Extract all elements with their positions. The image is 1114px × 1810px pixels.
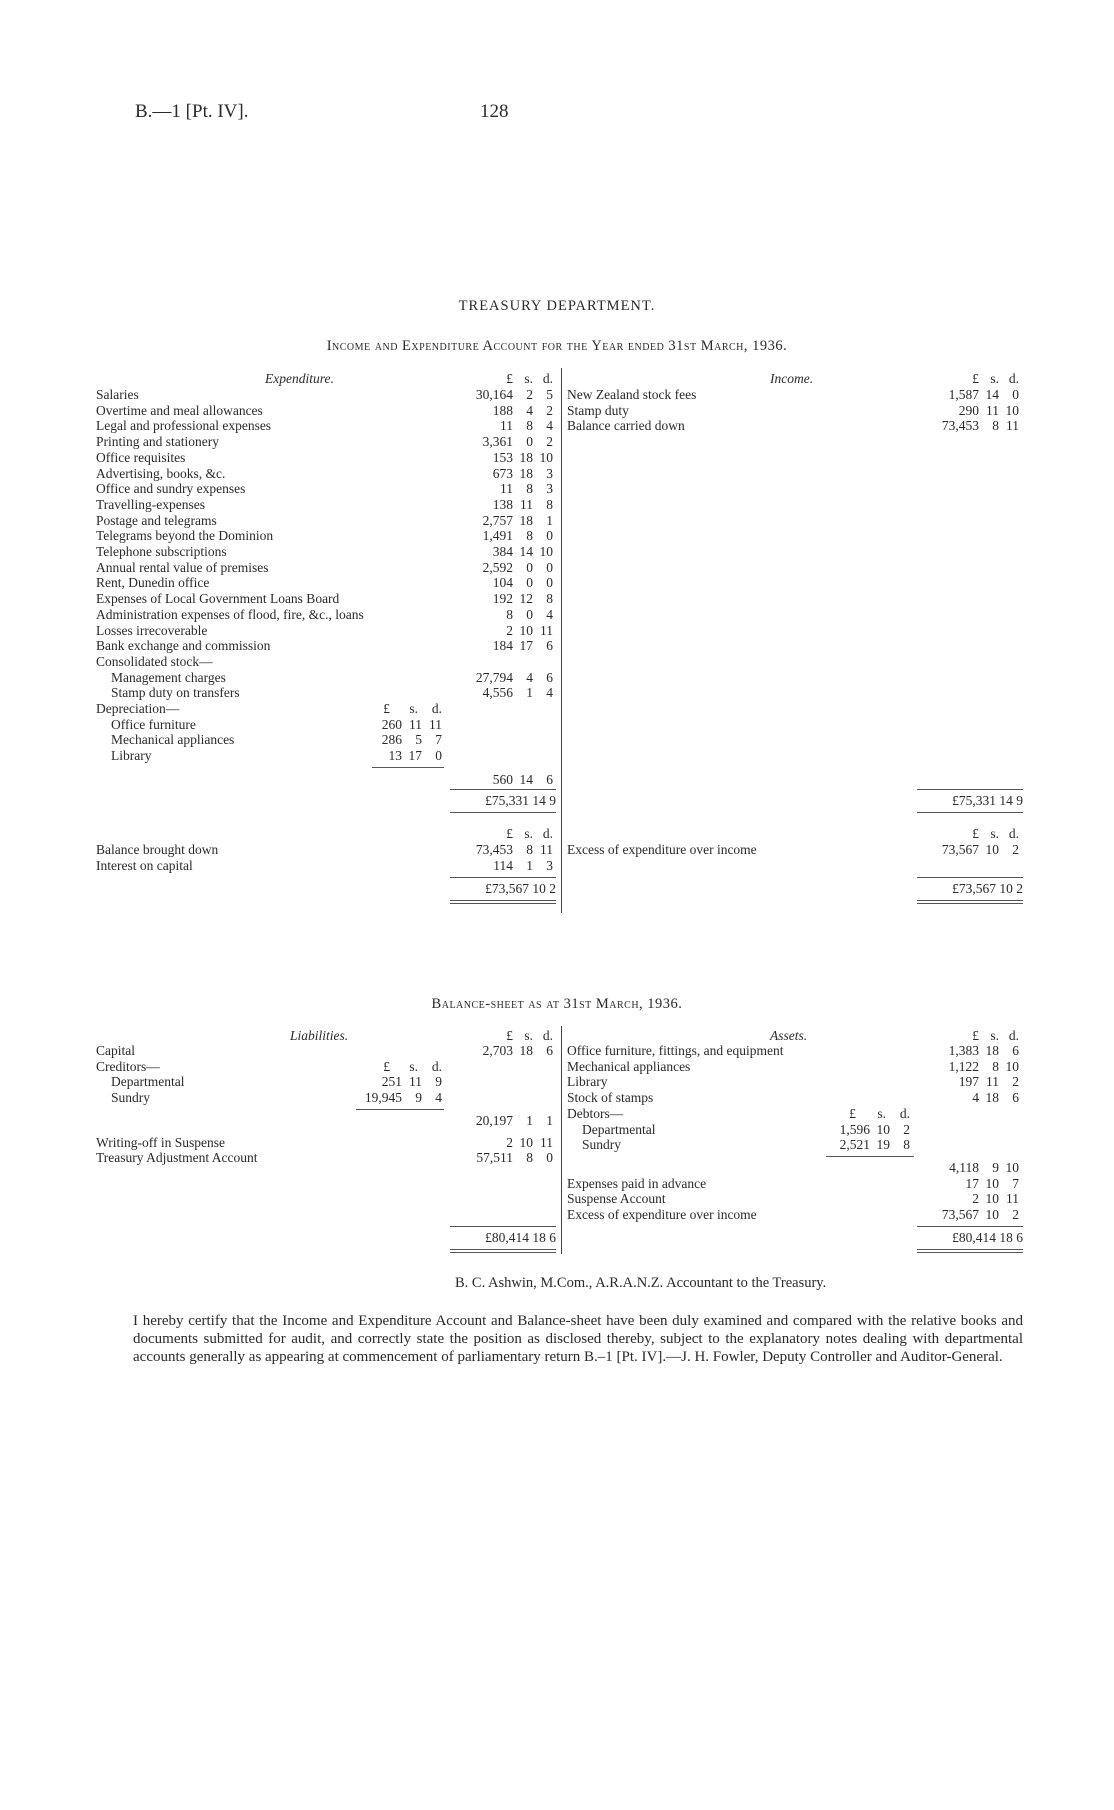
- asset-item-label: Office furniture, fittings, and equipment: [567, 1043, 784, 1058]
- liability-item-label: Writing-off in Suspense: [96, 1134, 225, 1150]
- income-item-shillings: 8: [992, 418, 999, 434]
- asset-other-item-shillings: 10: [985, 1207, 999, 1222]
- asset-other-item-shillings: 10: [985, 1175, 999, 1191]
- liabilities-pound-heading: £: [506, 1028, 513, 1043]
- liability-item-shillings: 10: [519, 1134, 533, 1150]
- creditor-item-pounds: 251: [381, 1074, 402, 1090]
- debtor-item-pounds: 1,596: [839, 1121, 870, 1137]
- depreciation-pound-heading: £: [383, 701, 390, 716]
- asset-other-item-pounds: 73,567: [941, 1207, 979, 1222]
- creditors-shilling-heading: s.: [409, 1058, 418, 1074]
- debtors-total-pence: 10: [1005, 1159, 1019, 1175]
- depreciation-item-shillings: 17: [408, 748, 422, 764]
- debtor-item-shillings: 19: [876, 1137, 890, 1153]
- income-total-rule-bottom: [917, 812, 1023, 813]
- asset-other-label: Suspense Account: [567, 1191, 666, 1207]
- expenditure-item-shillings: 0: [526, 559, 533, 575]
- depreciation-label: Depreciation—: [96, 701, 180, 716]
- expenditure-item-pence: 10: [539, 544, 553, 559]
- balance-brought-down-item-pounds: 114: [493, 857, 513, 873]
- debtor-item-label: Sundry: [582, 1137, 622, 1153]
- liabilities-total: £80,414 18 6: [485, 1230, 556, 1245]
- balance-divider: [561, 1026, 562, 1254]
- income-pence-heading: d.: [1008, 371, 1019, 386]
- expenditure-item-pounds: 11: [500, 481, 513, 497]
- audit-certificate: I hereby certify that the Income and Expenditure Account and Balance-sheet have been duly examined and compared with the relative books and documents submitted for audit, and correctly state the position as disclosed thereby, subject to the explanatory notes dealing with departmental accounts generally as appearing at commencement of parliamentary return B.–1 [Pt. IV].—J. H. Fowler, Deputy Controller and Auditor-General.: [133, 1313, 1023, 1365]
- expenditure-item-label: Losses irrecoverable: [96, 622, 208, 638]
- expenditure-total-rule-top: [450, 789, 556, 790]
- assets-total-rule-bottom: [917, 1249, 1023, 1250]
- liabilities-total-rule-top: [450, 1226, 556, 1227]
- expenditure-item-shillings: 12: [519, 591, 533, 607]
- debtor-item-shillings: 10: [876, 1121, 890, 1137]
- expenditure-item-label: Advertising, books, &c.: [96, 465, 226, 481]
- excess-pound-heading: £: [972, 826, 979, 841]
- asset-other-item-pence: 11: [1006, 1191, 1019, 1207]
- second-total-rule-bottom-right: [917, 900, 1023, 901]
- liability-item-shillings: 8: [526, 1150, 533, 1166]
- expenditure-item-pounds: 3,361: [482, 434, 513, 450]
- assets-shilling-heading: s.: [990, 1028, 999, 1043]
- assets-heading: Assets.: [770, 1028, 808, 1043]
- excess-label: Excess of expenditure over income: [567, 842, 757, 857]
- depreciation-item-pence: 7: [435, 732, 442, 748]
- expenditure-item-pence: 10: [539, 449, 553, 465]
- balance-brought-down-item-pounds: 73,453: [475, 842, 513, 857]
- income-item-pence: 10: [1005, 402, 1019, 418]
- expenditure-item-pounds: 104: [492, 575, 513, 591]
- balance-brought-down-label: Balance brought down: [96, 842, 219, 857]
- asset-item-pounds: 4: [972, 1090, 979, 1106]
- account-divider: [561, 368, 562, 913]
- depreciation-item-label: Library: [111, 748, 152, 764]
- expenditure-item-label: Bank exchange and commission: [96, 638, 271, 654]
- depreciation-shilling-heading: s.: [409, 701, 418, 716]
- liabilities-total-rule-double: [450, 1252, 556, 1253]
- consolidated-item-pounds: 4,556: [482, 685, 513, 701]
- creditor-item-shillings: 9: [415, 1090, 422, 1106]
- income-item-label: Balance carried down: [567, 418, 685, 434]
- liability-item-label: Treasury Adjustment Account: [96, 1150, 258, 1166]
- expenditure-item-label: Office and sundry expenses: [96, 481, 246, 497]
- signature-line: B. C. Ashwin, M.Com., A.R.A.N.Z. Accountant to the Treasury.: [455, 1275, 827, 1291]
- asset-other-label: Expenses paid in advance: [567, 1175, 707, 1191]
- second-total-left: £73,567 10 2: [485, 881, 556, 896]
- expenditure-item-label: Telegrams beyond the Dominion: [96, 528, 274, 544]
- asset-other-item-pence: 2: [1012, 1207, 1019, 1222]
- creditors-pound-heading: £: [383, 1058, 390, 1074]
- liability-item-pence: 0: [546, 1150, 553, 1166]
- balance-brought-down-item-shillings: 1: [526, 857, 533, 873]
- income-item-label: Stamp duty: [567, 402, 629, 418]
- consolidated-item-shillings: 4: [526, 669, 533, 685]
- expenditure-item-pence: 8: [546, 496, 553, 512]
- balance-sheet-heading: Balance-sheet as at 31st March, 1936.: [431, 996, 683, 1012]
- expenditure-item-shillings: 0: [526, 575, 533, 591]
- expenditure-item-label: Rent, Dunedin office: [96, 575, 210, 591]
- asset-item-label: Mechanical appliances: [567, 1058, 691, 1074]
- balance-down-shilling-heading: s.: [524, 826, 533, 841]
- expenditure-total: £75,331 14 9: [485, 793, 556, 808]
- expenditure-item-pence: 2: [546, 402, 553, 418]
- expenditure-item-pence: 0: [546, 559, 553, 575]
- income-item-pence: 0: [1012, 387, 1019, 402]
- balance-brought-down-item-shillings: 8: [526, 842, 533, 857]
- expenditure-item-pence: 4: [546, 418, 553, 434]
- expenditure-item-shillings: 0: [526, 606, 533, 622]
- creditors-rule: [356, 1109, 444, 1110]
- capital-label: Capital: [96, 1043, 135, 1058]
- creditors-total-shillings: 1: [526, 1112, 533, 1128]
- asset-item-pounds: 1,383: [948, 1043, 979, 1058]
- asset-item-pounds: 197: [958, 1074, 979, 1090]
- expenditure-item-pence: 5: [546, 387, 553, 402]
- creditors-label: Creditors—: [96, 1058, 160, 1074]
- liabilities-shilling-heading: s.: [524, 1028, 533, 1043]
- expenditure-item-label: Telephone subscriptions: [96, 544, 227, 559]
- depreciation-item-pence: 11: [429, 716, 442, 732]
- assets-pound-heading: £: [972, 1028, 979, 1043]
- expenditure-item-shillings: 17: [519, 638, 533, 654]
- depreciation-item-label: Mechanical appliances: [111, 732, 235, 748]
- asset-other-item-shillings: 10: [985, 1191, 999, 1207]
- expenditure-item-shillings: 8: [526, 481, 533, 497]
- asset-item-shillings: 11: [986, 1074, 999, 1090]
- income-item-pounds: 73,453: [941, 418, 979, 434]
- excess-shilling-heading: s.: [990, 826, 999, 841]
- creditor-item-shillings: 11: [409, 1074, 422, 1090]
- expenditure-item-pence: 4: [546, 606, 553, 622]
- expenditure-item-pounds: 11: [500, 418, 513, 434]
- liabilities-pence-heading: d.: [542, 1028, 553, 1043]
- consolidated-item-shillings: 1: [526, 685, 533, 701]
- consolidated-item-pence: 4: [546, 685, 553, 701]
- creditors-total-pounds: 20,197: [475, 1112, 513, 1128]
- income-shilling-heading: s.: [990, 371, 999, 386]
- liability-item-pounds: 2: [506, 1134, 513, 1150]
- income-total-rule-top: [917, 789, 1023, 790]
- depreciation-item-pounds: 286: [381, 732, 402, 748]
- expenditure-item-pence: 0: [546, 575, 553, 591]
- asset-item-pence: 6: [1012, 1090, 1019, 1106]
- expenditure-item-shillings: 18: [519, 465, 533, 481]
- expenditure-item-pence: 3: [546, 481, 553, 497]
- expenditure-item-shillings: 8: [526, 528, 533, 544]
- expenditure-item-pounds: 8: [506, 606, 513, 622]
- income-pound-heading: £: [972, 371, 979, 386]
- asset-other-item-pounds: 2: [972, 1191, 979, 1207]
- document-reference: B.—1 [Pt. IV].: [135, 101, 249, 122]
- income-item-label: New Zealand stock fees: [567, 387, 697, 402]
- account-heading: Income and Expenditure Account for the Year ended 31st March, 1936.: [326, 338, 788, 354]
- asset-item-label: Library: [567, 1074, 608, 1090]
- debtor-item-pence: 8: [903, 1137, 910, 1153]
- asset-other-label: Excess of expenditure over income: [567, 1207, 757, 1222]
- second-total-rule-double-left: [450, 903, 556, 904]
- capital-pounds: 2,703: [482, 1043, 513, 1058]
- expenditure-item-pounds: 153: [492, 449, 513, 465]
- expenditure-item-pence: 0: [546, 528, 553, 544]
- expenditure-item-pounds: 184: [492, 638, 513, 654]
- second-total-rule-top-left: [450, 877, 556, 878]
- expenditure-item-label: Salaries: [96, 387, 139, 402]
- depreciation-total-pence: 6: [546, 771, 553, 787]
- expenditure-item-label: Legal and professional expenses: [96, 418, 272, 434]
- expenditure-item-pounds: 2,592: [482, 559, 513, 575]
- balance-brought-down-item-pence: 3: [546, 857, 553, 873]
- asset-item-pence: 2: [1012, 1074, 1019, 1090]
- income-item-shillings: 11: [986, 402, 999, 418]
- consolidated-item-label: Management charges: [111, 669, 226, 685]
- balance-down-pence-heading: d.: [542, 826, 553, 841]
- expenditure-item-pounds: 188: [492, 402, 513, 418]
- creditors-pence-heading: d.: [431, 1058, 442, 1074]
- consolidated-item-pence: 6: [546, 669, 553, 685]
- expenditure-item-label: Administration expenses of flood, fire, &c., loans: [96, 606, 364, 622]
- depreciation-item-label: Office furniture: [111, 716, 196, 732]
- expenditure-item-pounds: 138: [492, 496, 513, 512]
- debtors-pence-heading: d.: [899, 1105, 910, 1121]
- expenditure-item-shillings: 11: [520, 496, 533, 512]
- expenditure-shilling-heading: s.: [524, 371, 533, 386]
- income-item-shillings: 14: [985, 387, 999, 402]
- income-heading: Income.: [770, 371, 814, 386]
- liability-item-pence: 11: [540, 1134, 553, 1150]
- expenditure-item-pounds: 192: [492, 591, 513, 607]
- assets-total: £80,414 18 6: [952, 1230, 1023, 1245]
- debtors-total-shillings: 9: [992, 1159, 999, 1175]
- debtor-item-label: Departmental: [582, 1121, 656, 1137]
- assets-pence-heading: d.: [1008, 1028, 1019, 1043]
- second-total-right: £73,567 10 2: [952, 881, 1023, 896]
- consolidated-stock-label: Consolidated stock—: [96, 653, 213, 669]
- asset-other-item-pence: 7: [1012, 1175, 1019, 1191]
- expenditure-item-label: Office requisites: [96, 449, 186, 465]
- balance-down-pound-heading: £: [506, 826, 513, 841]
- depreciation-rule: [372, 767, 444, 768]
- depreciation-total-pounds: 560: [492, 771, 513, 787]
- excess-item-pence: 2: [1012, 842, 1019, 857]
- expenditure-item-shillings: 0: [526, 434, 533, 450]
- department-title: TREASURY DEPARTMENT.: [458, 298, 656, 314]
- creditor-item-pounds: 19,945: [364, 1090, 402, 1106]
- expenditure-item-pence: 8: [546, 591, 553, 607]
- expenditure-item-label: Overtime and meal allowances: [96, 402, 263, 418]
- expenditure-item-shillings: 10: [519, 622, 533, 638]
- creditor-item-label: Departmental: [111, 1074, 185, 1090]
- debtors-pound-heading: £: [849, 1105, 856, 1121]
- income-total: £75,331 14 9: [952, 793, 1023, 808]
- asset-item-pence: 6: [1012, 1043, 1019, 1058]
- asset-item-shillings: 8: [992, 1058, 999, 1074]
- debtors-total-pounds: 4,118: [949, 1159, 979, 1175]
- capital-pence: 6: [546, 1043, 553, 1058]
- expenditure-item-pence: 2: [546, 434, 553, 450]
- expenditure-item-shillings: 18: [519, 449, 533, 465]
- debtors-shilling-heading: s.: [877, 1105, 886, 1121]
- expenditure-item-pence: 3: [546, 465, 553, 481]
- expenditure-item-pounds: 673: [492, 465, 513, 481]
- expenditure-item-label: Printing and stationery: [96, 434, 219, 450]
- liabilities-total-rule-bottom: [450, 1249, 556, 1250]
- second-total-rule-double-right: [917, 903, 1023, 904]
- expenditure-item-label: Annual rental value of premises: [96, 559, 269, 575]
- page-number: 128: [480, 101, 509, 122]
- income-item-pounds: 290: [958, 402, 979, 418]
- expenditure-item-shillings: 14: [519, 544, 533, 559]
- depreciation-pence-heading: d.: [431, 701, 442, 716]
- liabilities-heading: Liabilities.: [290, 1028, 349, 1043]
- income-item-pence: 11: [1006, 418, 1019, 434]
- depreciation-item-pence: 0: [435, 748, 442, 764]
- debtors-rule: [826, 1156, 914, 1157]
- expenditure-item-shillings: 8: [526, 418, 533, 434]
- consolidated-item-pounds: 27,794: [475, 669, 513, 685]
- expenditure-item-label: Expenses of Local Government Loans Board: [96, 591, 340, 607]
- excess-pence-heading: d.: [1008, 826, 1019, 841]
- asset-other-item-pounds: 17: [965, 1175, 979, 1191]
- expenditure-heading: Expenditure.: [265, 371, 334, 386]
- asset-item-pounds: 1,122: [948, 1058, 979, 1074]
- second-total-rule-top-right: [917, 877, 1023, 878]
- expenditure-item-pounds: 384: [492, 544, 513, 559]
- expenditure-total-rule-bottom: [450, 812, 556, 813]
- asset-item-label: Stock of stamps: [567, 1090, 654, 1106]
- expenditure-item-pence: 6: [546, 638, 553, 654]
- balance-brought-down-label: Interest on capital: [96, 857, 193, 873]
- depreciation-item-shillings: 11: [409, 716, 422, 732]
- capital-shillings: 18: [519, 1043, 533, 1058]
- debtors-label: Debtors—: [567, 1105, 624, 1121]
- expenditure-item-pence: 1: [546, 512, 553, 528]
- creditor-item-pence: 9: [435, 1074, 442, 1090]
- asset-item-shillings: 18: [985, 1043, 999, 1058]
- asset-item-pence: 10: [1005, 1058, 1019, 1074]
- liability-item-pounds: 57,511: [476, 1150, 513, 1166]
- expenditure-item-shillings: 4: [526, 402, 533, 418]
- depreciation-item-shillings: 5: [415, 732, 422, 748]
- depreciation-item-pounds: 260: [381, 716, 402, 732]
- assets-total-rule-top: [917, 1226, 1023, 1227]
- expenditure-item-pounds: 2,757: [482, 512, 513, 528]
- expenditure-item-pence: 11: [540, 622, 553, 638]
- excess-item-pounds: 73,567: [941, 842, 979, 857]
- consolidated-item-label: Stamp duty on transfers: [111, 685, 240, 701]
- asset-item-shillings: 18: [985, 1090, 999, 1106]
- balance-brought-down-item-pence: 11: [540, 842, 553, 857]
- assets-total-rule-double: [917, 1252, 1023, 1253]
- income-item-pounds: 1,587: [948, 387, 979, 402]
- creditor-item-label: Sundry: [111, 1090, 151, 1106]
- debtor-item-pounds: 2,521: [839, 1137, 870, 1153]
- depreciation-item-pounds: 13: [388, 748, 402, 764]
- expenditure-item-label: Postage and telegrams: [96, 512, 217, 528]
- expenditure-item-shillings: 18: [519, 512, 533, 528]
- expenditure-item-pounds: 30,164: [475, 387, 513, 402]
- debtor-item-pence: 2: [903, 1121, 910, 1137]
- depreciation-total-shillings: 14: [519, 771, 533, 787]
- creditor-item-pence: 4: [435, 1090, 442, 1106]
- expenditure-item-pounds: 2: [506, 622, 513, 638]
- second-total-rule-bottom-left: [450, 900, 556, 901]
- excess-item-shillings: 10: [985, 842, 999, 857]
- expenditure-item-pounds: 1,491: [482, 528, 513, 544]
- expenditure-item-label: Travelling-expenses: [96, 496, 205, 512]
- expenditure-pound-heading: £: [506, 371, 513, 386]
- creditors-total-pence: 1: [546, 1112, 553, 1128]
- expenditure-item-shillings: 2: [526, 387, 533, 402]
- expenditure-pence-heading: d.: [542, 371, 553, 386]
